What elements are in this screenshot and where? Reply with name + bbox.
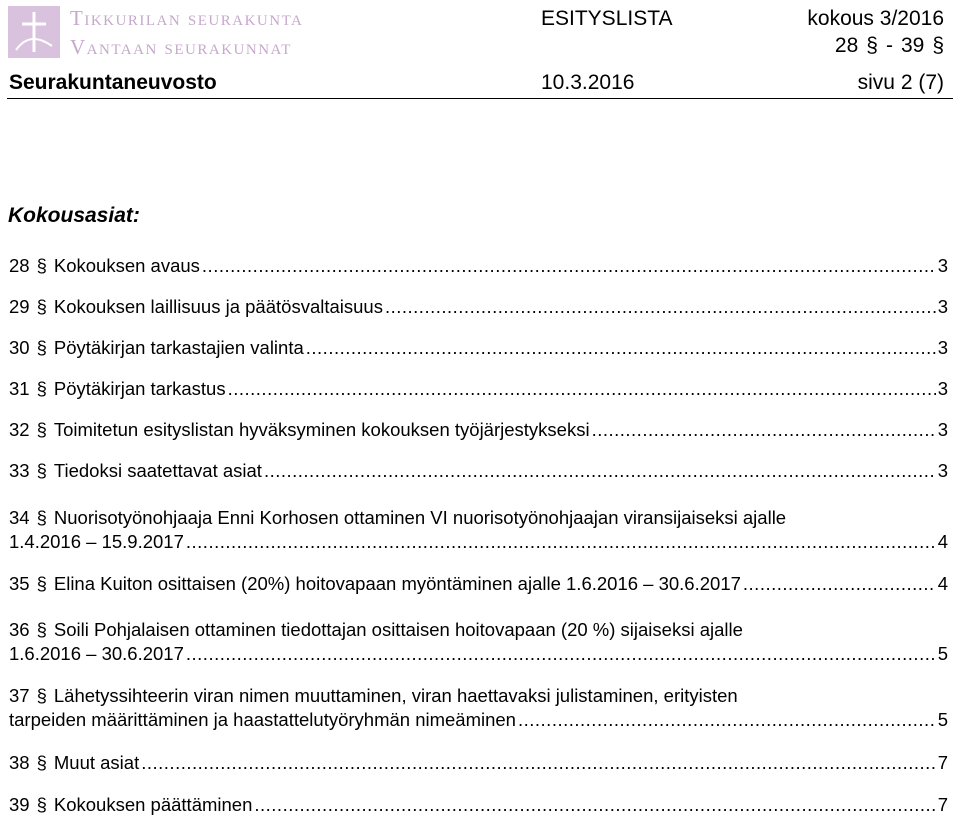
dot-leader xyxy=(592,418,936,442)
section-sign: § xyxy=(36,752,47,773)
agenda-item-line xyxy=(9,377,948,401)
section-sign: § xyxy=(36,619,47,640)
agenda-item-title-cont: tarpeiden määrittäminen ja haastattelutyöryhmän nimeäminen xyxy=(9,709,516,730)
document-title: ESITYSLISTA xyxy=(541,7,673,30)
agenda-item-line xyxy=(9,618,948,642)
agenda-item-number: 31 xyxy=(9,378,30,399)
dot-leader xyxy=(202,254,936,278)
section-sign: § xyxy=(36,685,47,706)
section-sign: § xyxy=(36,337,47,358)
agenda-item[interactable] xyxy=(9,336,948,360)
agenda-item-line xyxy=(9,708,948,732)
agenda-item-number: 34 xyxy=(9,507,30,528)
parish-logo xyxy=(8,6,60,58)
agenda-item-line xyxy=(9,684,948,708)
agenda-item-page: 7 xyxy=(937,752,948,773)
agenda-item-page: 5 xyxy=(937,643,948,664)
agenda-item-line xyxy=(9,530,948,554)
range-section-sign: § xyxy=(866,34,878,57)
agenda-item-number: 36 xyxy=(9,619,30,640)
dot-leader xyxy=(228,377,936,401)
agenda-item-number: 38 xyxy=(9,752,30,773)
header-divider xyxy=(7,98,953,99)
agenda-item-title-cont: 1.4.2016 – 15.9.2017 xyxy=(9,531,184,552)
org-line-2: Vantaan seurakunnat xyxy=(70,35,292,59)
agenda-item-line xyxy=(9,295,948,319)
section-sign: § xyxy=(36,507,47,528)
dot-leader xyxy=(141,751,935,775)
agenda-item-page: 4 xyxy=(937,573,948,594)
section-sign: § xyxy=(36,460,47,481)
agenda-item-title: Tiedoksi saatettavat asiat xyxy=(53,460,262,481)
agenda-item-line xyxy=(9,459,948,483)
organization-name xyxy=(70,8,303,58)
agenda-item[interactable] xyxy=(9,751,948,775)
agenda-item-page: 3 xyxy=(937,419,948,440)
range-section-sign-2: § xyxy=(932,34,944,57)
agenda-item[interactable] xyxy=(9,684,948,732)
section-range xyxy=(835,34,944,58)
agenda-item-line xyxy=(9,751,948,775)
agenda-item[interactable] xyxy=(9,254,948,278)
agenda-item-page: 5 xyxy=(937,709,948,730)
section-sign: § xyxy=(36,794,47,815)
agenda-item[interactable] xyxy=(9,459,948,483)
agenda-item[interactable] xyxy=(9,377,948,401)
range-start: 28 xyxy=(834,34,859,57)
agenda-item-page: 3 xyxy=(937,337,948,358)
dot-leader xyxy=(743,572,936,596)
agenda-item-number: 28 xyxy=(9,255,30,276)
governing-body: Seurakuntaneuvosto xyxy=(9,71,217,94)
agenda-item-title: Kokouksen päättäminen xyxy=(53,794,253,815)
org-line-1: Tikkurilan seurakunta xyxy=(70,6,304,30)
agenda-item-title: Kokouksen avaus xyxy=(53,255,200,276)
agenda-item[interactable] xyxy=(9,572,948,596)
agenda-item[interactable] xyxy=(9,418,948,442)
agenda-item-title: Kokouksen laillisuus ja päätösvaltaisuus xyxy=(53,296,383,317)
meeting-number: kokous 3/2016 xyxy=(807,7,944,30)
dot-leader xyxy=(264,459,936,483)
agenda-item-page: 3 xyxy=(937,296,948,317)
dot-leader xyxy=(254,793,935,817)
agenda-item-number: 33 xyxy=(9,460,30,481)
page-number: sivu 2 (7) xyxy=(857,71,944,94)
agenda-item-number: 32 xyxy=(9,419,30,440)
agenda-item-line xyxy=(9,793,948,817)
range-dash: - xyxy=(885,34,893,57)
agenda-item-line xyxy=(9,336,948,360)
agenda-item-title: Elina Kuiton osittaisen (20%) hoitovapaan myöntäminen ajalle 1.6.2016 – 30.6.2017 xyxy=(53,573,741,594)
section-title: Kokousasiat: xyxy=(8,204,140,227)
agenda-item[interactable] xyxy=(9,793,948,817)
header-info-row xyxy=(9,71,944,97)
range-end: 39 xyxy=(900,34,925,57)
agenda-item-number: 30 xyxy=(9,337,30,358)
agenda-item-line xyxy=(9,418,948,442)
meeting-date: 10.3.2016 xyxy=(541,71,635,94)
agenda-item-title: Lähetyssihteerin viran nimen muuttaminen, viran haettavaksi julistaminen, erityisten xyxy=(53,685,738,706)
agenda-item-title: Toimitetun esityslistan hyväksyminen kokouksen työjärjestykseksi xyxy=(53,419,590,440)
agenda-item-line xyxy=(9,572,948,596)
dot-leader xyxy=(306,336,936,360)
dot-leader xyxy=(186,530,936,554)
dot-leader xyxy=(385,295,936,319)
agenda-item-line xyxy=(9,506,948,530)
agenda-item-title-cont: 1.6.2016 – 30.6.2017 xyxy=(9,643,184,664)
section-sign: § xyxy=(36,296,47,317)
dot-leader xyxy=(186,642,936,666)
dot-leader xyxy=(518,708,936,732)
agenda-item-title: Pöytäkirjan tarkastajien valinta xyxy=(53,337,304,358)
agenda-item-page: 3 xyxy=(937,460,948,481)
agenda-item-number: 37 xyxy=(9,685,30,706)
agenda-item-page: 3 xyxy=(937,255,948,276)
agenda-item-title: Nuorisotyönohjaaja Enni Korhosen ottaminen VI nuorisotyönohjaajan viransijaiseksi ajalle xyxy=(53,507,787,528)
agenda-item-number: 39 xyxy=(9,794,30,815)
section-sign: § xyxy=(36,419,47,440)
agenda-item[interactable] xyxy=(9,618,948,666)
cross-emblem-icon xyxy=(8,6,60,58)
agenda-item-page: 4 xyxy=(937,531,948,552)
agenda-item[interactable] xyxy=(9,506,948,554)
agenda-item-line xyxy=(9,642,948,666)
section-sign: § xyxy=(36,573,47,594)
section-sign: § xyxy=(36,378,47,399)
agenda-item-page: 3 xyxy=(937,378,948,399)
agenda-item-page: 7 xyxy=(937,794,948,815)
agenda-item-number: 29 xyxy=(9,296,30,317)
agenda-item-number: 35 xyxy=(9,573,30,594)
agenda-item[interactable] xyxy=(9,295,948,319)
agenda-item-line xyxy=(9,254,948,278)
agenda-item-title: Soili Pohjalaisen ottaminen tiedottajan osittaisen hoitovapaan (20 %) sijaiseksi ajalle xyxy=(53,619,743,640)
section-sign: § xyxy=(36,255,47,276)
agenda-item-title: Pöytäkirjan tarkastus xyxy=(53,378,226,399)
agenda-item-title: Muut asiat xyxy=(53,752,140,773)
